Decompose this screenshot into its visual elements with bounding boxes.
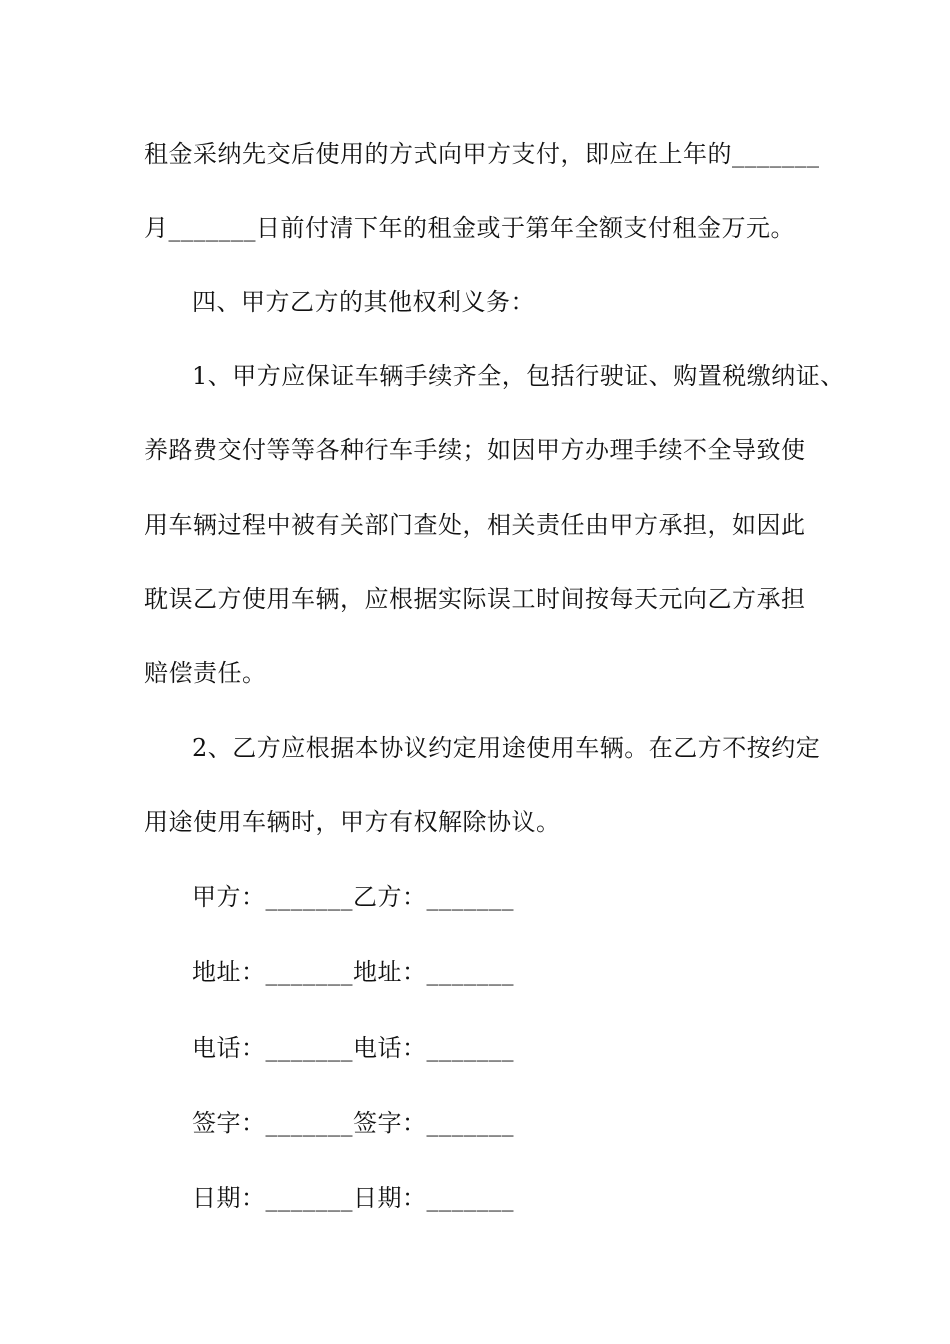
paragraph-line: 用途使用车辆时，甲方有权解除协议。 (144, 808, 561, 836)
paragraph-line: 2、乙方应根据本协议约定用途使用车辆。在乙方不按约定 (192, 734, 821, 762)
section-heading: 四、甲方乙方的其他权利义务： (192, 288, 535, 316)
signature-line-phone: 电话：_______电话：_______ (192, 1034, 514, 1062)
paragraph-line: 1、甲方应保证车辆手续齐全，包括行驶证、购置税缴纳证、 (192, 362, 845, 390)
signature-line-address: 地址：_______地址：_______ (192, 958, 514, 986)
paragraph-line: 养路费交付等等各种行车手续；如因甲方办理手续不全导致使 (144, 436, 806, 464)
signature-line-party: 甲方：_______乙方：_______ (192, 883, 514, 911)
paragraph-line: 月_______日前付清下年的租金或于第年全额支付租金万元。 (144, 214, 795, 242)
signature-line-date: 日期：_______日期：_______ (192, 1184, 514, 1212)
paragraph-line: 赔偿责任。 (144, 659, 267, 687)
paragraph-line: 用车辆过程中被有关部门查处，相关责任由甲方承担，如因此 (144, 511, 806, 539)
signature-line-signature: 签字：_______签字：_______ (192, 1109, 514, 1137)
paragraph-line: 耽误乙方使用车辆，应根据实际误工时间按每天元向乙方承担 (144, 585, 806, 613)
paragraph-line: 租金采纳先交后使用的方式向甲方支付，即应在上年的_______ (144, 140, 820, 168)
